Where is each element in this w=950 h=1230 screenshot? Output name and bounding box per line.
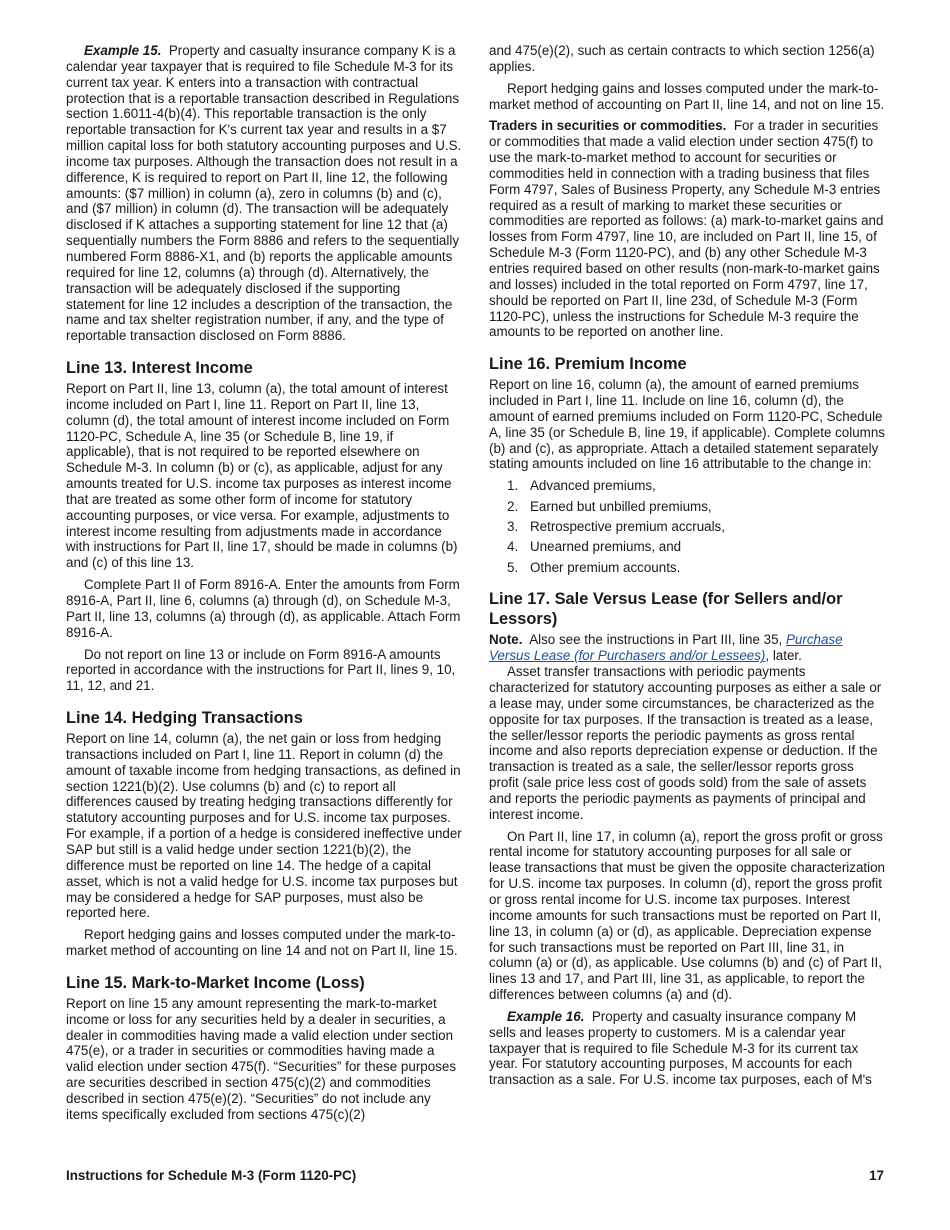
line-14-paragraph-2: Report hedging gains and losses computed under the mark-to-market method of accounting on line 14 and not on Part II, line 15. [66,927,458,959]
example-15-label: Example 15. [84,43,162,58]
line-13-paragraph-2: Complete Part II of Form 8916-A. Enter the amounts from Form 8916-A, Part II, line 6, columns (a) through (d), on Schedule M-3, Part II, line 13, columns (a) through (d), as applicable. Attach Form 8916-A. [66,577,461,640]
list-item: 2. Earned but unbilled premiums, [507,498,712,514]
traders-label: Traders in securities or commodities. [489,118,727,134]
example-16-paragraph [489,1009,885,1088]
list-item: 4. Unearned premiums, and [507,539,682,555]
line-15-heading: Line 15. Mark-to-Market Income (Loss) [66,973,365,992]
traders-paragraph [489,118,885,340]
premium-accounts-list [489,478,885,575]
purchase-versus-lease-link[interactable]: Purchase Versus Lease (for Purchasers and/or Lessees) [489,632,843,664]
list-item: 3. Retrospective premium accruals, [507,518,725,534]
list-item: 1. Advanced premiums, [507,478,656,494]
traders-text: For a trader in securities or commodities that made a valid election under section 475(f) to use the mark-to-market method to account for securities or commodities held in connection with a trading business that files Form 4797, Sales of Business Property, any Schedule M-3 entries required as a result of marking to market these securities or commodities are reported as follows: (a) mark-to-market gains and losses from Form 4797, line 10, are included on Part II, line 15, of Schedule M-3 (Form 1120-PC), and (b) any other Schedule M-3 entries required based on other results (non-mark-to-market gains and losses) included in the total reported on Form 4797, line 17, should be reported on Part II, line 23d, of Schedule M-3 (Form 1120-PC), unless the instructions for Schedule M-3 require the amounts to be reported on another line. [489,118,884,340]
line-17-note [489,632,885,664]
example-16-text: Property and casualty insurance company M sells and leases property to customers. M is a calendar year taxpayer that is required to file Schedule M-3 for its current tax year. For statutory accounting purposes, M accounts for each transaction as a sale. For U.S. income tax purposes, each of M's [489,1008,872,1088]
list-item: 5. Other premium accounts. [507,559,681,575]
line-17-paragraph-1: Asset transfer transactions with periodic payments characterized for statutory accounting purposes as either a sale or a lease may, under some circumstances, be characterized as the opposite for tax purposes. If the transaction is treated as a lease, the seller/lessor reports the periodic payments as gross rental income and also reports depreciation expense or deduction. If the transaction is treated as a sale, the seller/lessor reports gross profit (sale price less cost of goods sold) from the sale of assets and reports the periodic payments as payments of principal and interest income. [489,664,882,822]
line-17-heading: Line 17. Sale Versus Lease (for Sellers and/or Lessors) [489,590,843,629]
line-15-continued-paragraph: and 475(e)(2), such as certain contracts to which section 1256(a) applies. [489,43,875,74]
line-13-paragraph-1: Report on Part II, line 13, column (a), the total amount of interest income included on Part I, line 11. Report on Part II, line 13, column (d), the total amount of interest income included on Form 1120-PC, Schedule A, line 35 (or Schedule B, line 19, if applicable), that is not required to be reported elsewhere on Schedule M-3. In column (b) or (c), as applicable, adjust for any amounts treated for U.S. income tax purposes as interest income that are treated as some other form of income for statutory accounting purposes, or vice versa. For example, adjustments to interest income resulting from adjustments made in accordance with instructions for Part II, line 17, should be made in columns (b) and (c) of this line 13. [66,381,458,571]
example-15-paragraph [66,43,462,344]
line-13-heading: Line 13. Interest Income [66,359,253,378]
line-16-paragraph-1: Report on line 16, column (a), the amount of earned premiums included in Part I, line 11. Include on line 16, column (d), the amount of earned premiums included on Form 1120-PC, Schedule A, line 35 (or Schedule B, line 19, if applicable). Complete columns (b) and (c), as appropriate. Attach a detailed statement separately stating amounts included on line 16 attributable to the change in: [489,377,885,472]
line-14-heading: Line 14. Hedging Transactions [66,709,303,728]
left-column [66,43,462,1129]
note-end: , later. [765,648,802,664]
example-16-label: Example 16. [507,1008,585,1024]
line-15-paragraph-2: Report hedging gains and losses computed under the mark-to-market method of accounting on Part II, line 14, and not on line 15. [489,80,885,112]
note-label: Note. [489,632,523,648]
line-16-heading: Line 16. Premium Income [489,355,687,374]
line-14-paragraph-1: Report on line 14, column (a), the net gain or loss from hedging transactions included on Part I, line 11. Report in column (d) the amount of taxable income from hedging transactions, as defined in section 1221(b)(2). Use columns (b) and (c) to report all differences caused by treating hedging transactions differently for statutory accounting purposes and for U.S. income tax purposes. For example, if a portion of a hedge is considered ineffective under SAP but still is a valid hedge under section 1221(b)(2), the difference must be reported on line 14. The hedge of a capital asset, which is not a valid hedge for U.S. income tax purposes but may be considered a hedge for SAP purposes, must also be reported here. [66,731,462,921]
line-15-paragraph-1: Report on line 15 any amount representing the mark-to-market income or loss for any securities held by a dealer in securities, a dealer in commodities having made a valid election under section 475(e), or a trader in securities or commodities having made a valid election under section 475(f). “Securities” for these purposes are securities described in section 475(c)(2) and commodities described in section 475(e)(2). “Securities” do not include any items specifically excluded from sections 475(c)(2) [66,995,457,1122]
page-number: 17 [869,1168,884,1183]
line-13-paragraph-3: Do not report on line 13 or include on Form 8916-A amounts reported in accordance with the instructions for Part II, lines 9, 10, 11, 12, and 21. [66,646,456,694]
note-text: Also see the instructions in Part III, line 35, [529,632,783,648]
line-17-paragraph-2: On Part II, line 17, in column (a), report the gross profit or gross rental income for statutory accounting purposes for all sale or lease transactions that must be given the opposite characterization for U.S. income tax purposes. In column (d), report the gross profit or gross rental income for U.S. income tax purposes. Interest income amounts for such transactions must be reported on Part II, line 13, in column (a) or (d), as applicable. Depreciation expense for such transactions must be reported on Part III, line 31, in column (a) or (d), as applicable. Use columns (b) and (c) of Part II, lines 13 and 17, and Part III, line 31, as applicable, to report the differences between columns (a) and (d). [489,828,885,1003]
right-column [489,43,885,1094]
example-15-text: Property and casualty insurance company K is a calendar year taxpayer that is required to file Schedule M-3 for its current tax year. K enters into a transaction with contractual protection that is a reportable transaction described in Regulations section 1.6011-4(b)(4). This reportable transaction is the only reportable transaction for K's current tax year and results in a $7 million capital loss for both statutory accounting purposes and U.S. income tax purposes. Although the transaction does not result in a difference, K is required to report on Part II, line 12, the following amounts: ($7 million) in column (a), zero in columns (b) and (c), and ($7 million) in column (d). The transaction will be adequately disclosed if K attaches a supporting statement for line 12 that (a) sequentially numbers the Form 8886 and refers to the sequentially numbered Form 8886-X1, and (b) reports the applicable amounts required for line 12, columns (a) through (d). Alternatively, the transaction will be adequately disclosed if the supporting statement for line 12 includes a description of the transaction, the name and tax shelter registration number, if any, and the type of reportable transaction disclosed on Form 8886. [66,43,462,344]
footer-title: Instructions for Schedule M-3 (Form 1120-PC) [66,1168,357,1183]
